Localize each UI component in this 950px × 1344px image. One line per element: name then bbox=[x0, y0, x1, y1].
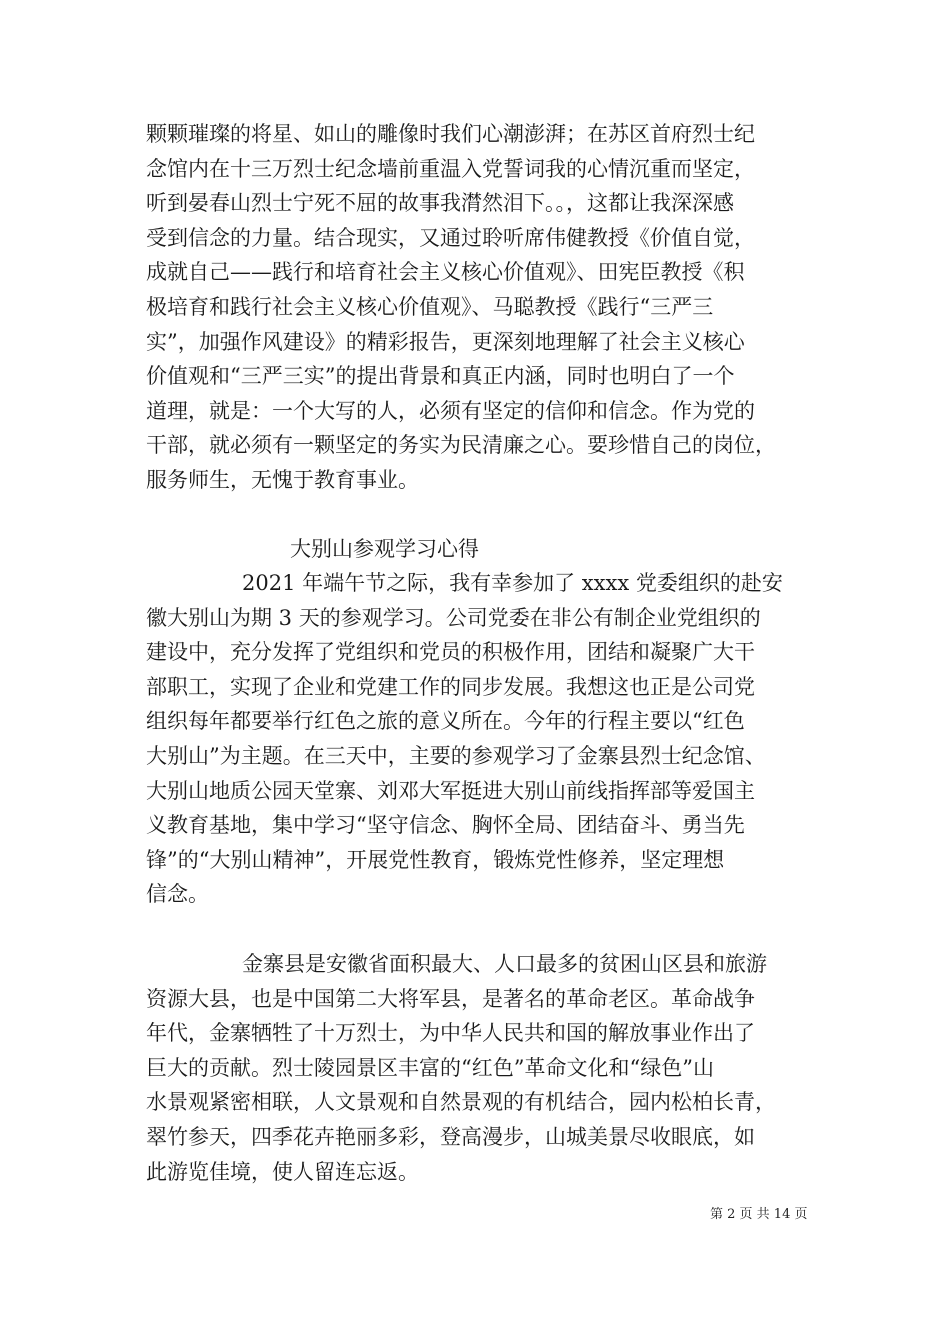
text-line: 水景观紧密相联，人文景观和自然景观的有机结合，园内松柏长青， bbox=[146, 1090, 776, 1115]
text-line: 此游览佳境，使人留连忘返。 bbox=[146, 1159, 419, 1184]
text-line: 颗颗璀璨的将星、如山的雕像时我们心潮澎湃；在苏区首府烈士纪 bbox=[146, 122, 755, 146]
text-line: 价值观和“三严三实”的提出背景和真正内涵，同时也明白了一个 bbox=[146, 364, 735, 389]
text-line: 成就自己——践行和培育社会主义核心价值观》、田宪臣教授《积 bbox=[146, 260, 745, 285]
text-line: 组织每年都要举行红色之旅的意义所在。今年的行程主要以“红色 bbox=[146, 709, 745, 734]
text-line: 建设中，充分发挥了党组织和党员的积极作用，团结和凝聚广大干 bbox=[146, 640, 755, 665]
paragraph-jinzhai bbox=[146, 947, 808, 1189]
text-line: 义教育基地，集中学习“坚守信念、胸怀全局、团结奋斗、勇当先 bbox=[146, 813, 745, 838]
text-line: 极培育和践行社会主义核心价值观》、马聪教授《践行“三严三 bbox=[146, 294, 714, 319]
text-line: 翠竹参天，四季花卉艳丽多彩，登高漫步，山城美景尽收眼底，如 bbox=[146, 1124, 755, 1149]
text-line: 服务师生，无愧于教育事业。 bbox=[146, 467, 419, 492]
paragraph-continued bbox=[146, 117, 808, 498]
paragraph-intro bbox=[146, 566, 808, 912]
text-line: 徽大别山为期 3 天的参观学习。公司党委在非公有制企业党组织的 bbox=[146, 605, 761, 630]
section-title: 大别山参观学习心得 bbox=[290, 537, 479, 561]
text-line: 实”，加强作风建设》的精彩报告，更深刻地理解了社会主义核心 bbox=[146, 329, 745, 354]
text-line: 资源大县，也是中国第二大将军县，是著名的革命老区。革命战争 bbox=[146, 986, 755, 1011]
text-line: 信念。 bbox=[146, 882, 209, 907]
text-line: 大别山”为主题。在三天中，主要的参观学习了金寨县烈士纪念馆、 bbox=[146, 743, 766, 768]
text-line: 大别山地质公园天堂寨、刘邓大军挺进大别山前线指挥部等爱国主 bbox=[146, 778, 755, 803]
text-line: 念馆内在十三万烈士纪念墙前重温入党誓词我的心情沉重而坚定， bbox=[146, 156, 755, 181]
text-line: 干部，就必须有一颗坚定的务实为民清廉之心。要珍惜自己的岗位， bbox=[146, 433, 776, 458]
text-line: 部职工，实现了企业和党建工作的同步发展。我想这也正是公司党 bbox=[146, 674, 755, 699]
text-line: 巨大的贡献。烈士陵园景区丰富的“红色”革命文化和“绿色”山 bbox=[146, 1055, 714, 1080]
text-line: 年代，金寨牺牲了十万烈士，为中华人民共和国的解放事业作出了 bbox=[146, 1021, 755, 1046]
text-line: 听到晏春山烈士宁死不屈的故事我潸然泪下。。，这都让我深深感 bbox=[146, 191, 734, 216]
section-title-block bbox=[146, 532, 808, 567]
text-line: 2021 年端午节之际，我有幸参加了 xxxx 党委组织的赴安 bbox=[242, 571, 783, 595]
page-number-footer: 第 2 页 共 14 页 bbox=[710, 1207, 808, 1222]
text-line: 道理，就是：一个大写的人，必须有坚定的信仰和信念。作为党的 bbox=[146, 398, 755, 423]
text-line: 金寨县是安徽省面积最大、人口最多的贫困山区县和旅游 bbox=[242, 952, 767, 976]
text-line: 受到信念的力量。结合现实，又通过聆听席伟健教授《价值自觉， bbox=[146, 225, 755, 250]
text-line: 锋”的“大别山精神”，开展党性教育，锻炼党性修养，坚定理想 bbox=[146, 847, 725, 872]
